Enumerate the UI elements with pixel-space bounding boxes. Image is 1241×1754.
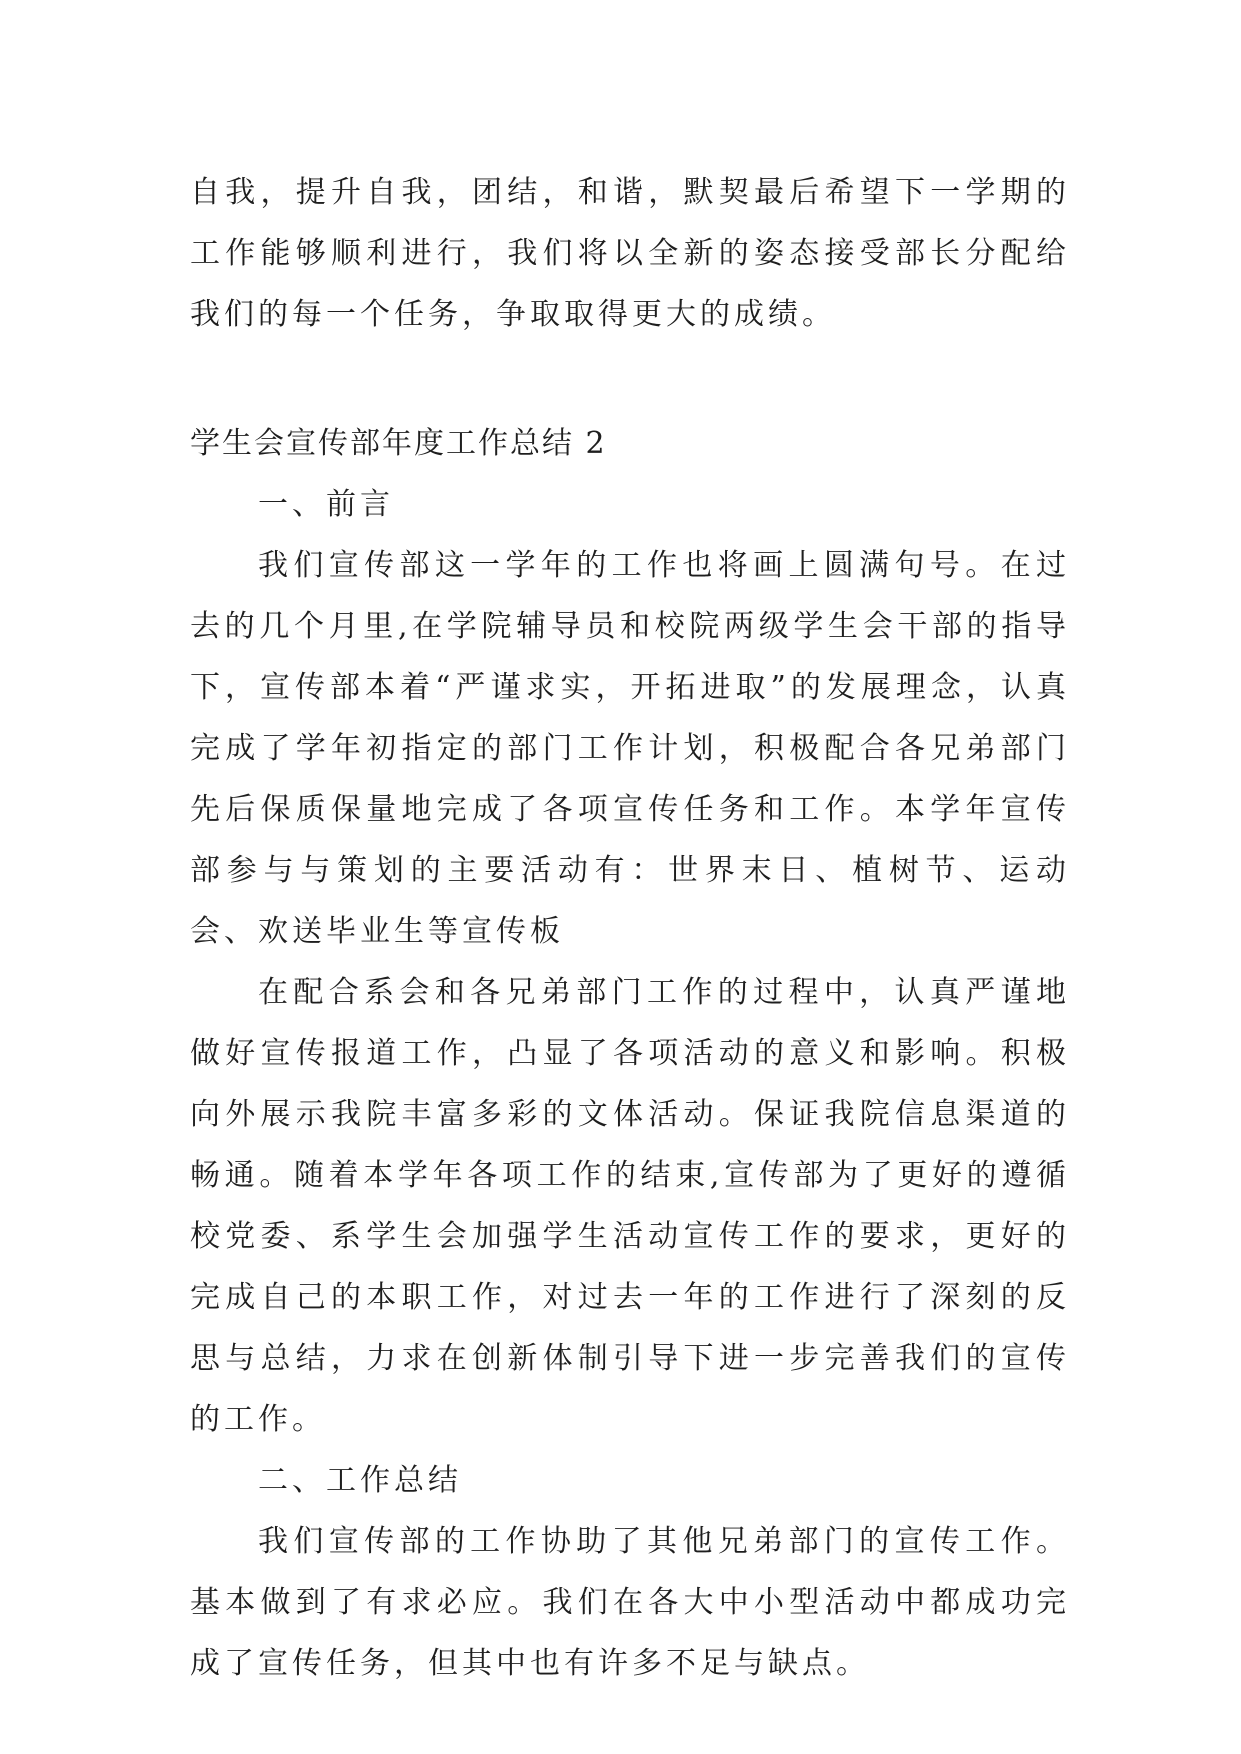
section-title: 学生会宣传部年度工作总结 2 (190, 426, 607, 461)
cooperation-paragraph: 在配合系会和各兄弟部门工作的过程中，认真严谨地做好宣传报道工作，凸显了各项活动的意义和影响。积极向外展示我院丰富多彩的文体活动。保证我院信息渠道的畅通。随着本学年各项工作的结束,宣传部为了更好的遵循校党委、系学生会加强学生活动宣传工作的要求，更好的完成自己的本职工作，对过去一年的工作进行了深刻的反思与总结，力求在创新体制引导下进一步完善我们的宣传的工作。 (190, 975, 1070, 1437)
heading-work-summary: 二、工作总结 (258, 1463, 462, 1498)
heading-preface: 一、前言 (258, 487, 394, 522)
intro-paragraph: 自我，提升自我，团结，和谐，默契最后希望下一学期的工作能够顺利进行，我们将以全新的姿态接受部长分配给我们的每一个任务，争取取得更大的成绩。 (190, 175, 1070, 332)
document-body (190, 162, 1070, 1694)
work-summary-paragraph: 我们宣传部的工作协助了其他兄弟部门的宣传工作。基本做到了有求必应。我们在各大中小型活动中都成功完成了宣传任务，但其中也有许多不足与缺点。 (190, 1524, 1070, 1681)
preface-paragraph: 我们宣传部这一学年的工作也将画上圆满句号。在过去的几个月里,在学院辅导员和校院两级学生会干部的指导下，宣传部本着“严谨求实，开拓进取”的发展理念，认真完成了学年初指定的部门工作计划，积极配合各兄弟部门先后保质保量地完成了各项宣传任务和工作。本学年宣传部参与与策划的主要活动有：世界末日、植树节、运动会、欢送毕业生等宣传板 (190, 548, 1070, 949)
